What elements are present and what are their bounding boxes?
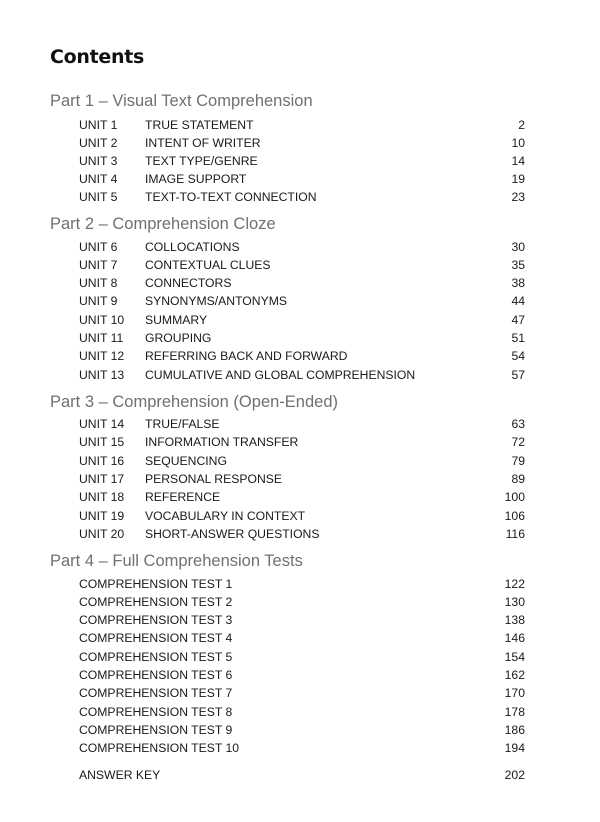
toc-entry-unit-5[interactable]: [79, 190, 525, 208]
unit-title: IMAGE SUPPORT: [145, 172, 247, 186]
unit-label: UNIT 16: [79, 454, 125, 468]
page-number: 130: [504, 595, 525, 609]
toc-entry-unit-3[interactable]: [79, 154, 525, 172]
toc-entry-test-1[interactable]: [79, 577, 525, 595]
page-number: 100: [504, 490, 525, 504]
test-title: COMPREHENSION TEST 6: [79, 668, 233, 682]
unit-label: UNIT 7: [79, 258, 118, 272]
unit-title: GROUPING: [145, 331, 212, 345]
toc-entry-unit-12[interactable]: [79, 349, 525, 367]
unit-title: SHORT-ANSWER QUESTIONS: [145, 527, 320, 541]
test-title: COMPREHENSION TEST 5: [79, 650, 233, 664]
page-number: 19: [511, 172, 525, 186]
unit-title: SYNONYMS/ANTONYMS: [145, 294, 287, 308]
unit-title: REFERENCE: [145, 490, 221, 504]
unit-title: TRUE/FALSE: [145, 417, 220, 431]
unit-title: TEXT TYPE/GENRE: [145, 154, 258, 168]
toc-entry-test-8[interactable]: [79, 705, 525, 723]
toc-entry-test-2[interactable]: [79, 595, 525, 613]
part-heading-3: Part 3 – Comprehension (Open-Ended): [50, 393, 338, 411]
toc-entry-unit-2[interactable]: [79, 136, 525, 154]
page-number: 89: [511, 472, 525, 486]
unit-label: UNIT 13: [79, 368, 125, 382]
page-number: 51: [511, 331, 525, 345]
page-number: 38: [511, 276, 525, 290]
page-number: 186: [504, 723, 525, 737]
toc-entry-test-6[interactable]: [79, 668, 525, 686]
unit-label: UNIT 19: [79, 509, 125, 523]
unit-title: CONTEXTUAL CLUES: [145, 258, 271, 272]
toc-entry-unit-20[interactable]: [79, 527, 525, 545]
page-number: 116: [505, 527, 525, 541]
toc-entry-unit-18[interactable]: [79, 490, 525, 508]
toc-entry-unit-13[interactable]: [79, 368, 525, 386]
unit-title: SEQUENCING: [145, 454, 227, 468]
unit-label: UNIT 20: [79, 527, 125, 541]
toc-entry-test-9[interactable]: [79, 723, 525, 741]
toc-entry-test-10[interactable]: [79, 741, 525, 759]
unit-label: UNIT 3: [79, 154, 118, 168]
page-number: 10: [511, 136, 525, 150]
unit-label: UNIT 18: [79, 490, 125, 504]
unit-label: UNIT 1: [79, 118, 118, 132]
page-number: 63: [511, 417, 525, 431]
test-title: COMPREHENSION TEST 4: [79, 631, 233, 645]
unit-title: INTENT OF WRITER: [145, 136, 261, 150]
toc-entry-unit-10[interactable]: [79, 313, 525, 331]
page-title: Contents: [50, 46, 145, 68]
page-number: 57: [511, 368, 525, 382]
page-number: 146: [504, 631, 525, 645]
toc-entry-answer-key[interactable]: [79, 768, 525, 786]
part-heading-4: Part 4 – Full Comprehension Tests: [50, 552, 303, 570]
test-title: COMPREHENSION TEST 2: [79, 595, 233, 609]
unit-label: UNIT 10: [79, 313, 125, 327]
page-number: 138: [504, 613, 525, 627]
toc-entry-unit-17[interactable]: [79, 472, 525, 490]
answer-key-title: ANSWER KEY: [79, 768, 161, 782]
part-heading-1: Part 1 – Visual Text Comprehension: [50, 92, 313, 110]
toc-entry-unit-7[interactable]: [79, 258, 525, 276]
test-title: COMPREHENSION TEST 10: [79, 741, 240, 755]
page-number: 178: [504, 705, 525, 719]
part-heading-2: Part 2 – Comprehension Cloze: [50, 215, 276, 233]
test-title: COMPREHENSION TEST 1: [79, 577, 233, 591]
unit-title: COLLOCATIONS: [145, 240, 240, 254]
test-title: COMPREHENSION TEST 9: [79, 723, 233, 737]
page-number: 30: [511, 240, 525, 254]
toc-entry-unit-19[interactable]: [79, 509, 525, 527]
unit-label: UNIT 11: [79, 331, 124, 345]
toc-entry-test-4[interactable]: [79, 631, 525, 649]
toc-entry-test-3[interactable]: [79, 613, 525, 631]
page-number: 2: [518, 118, 525, 132]
unit-label: UNIT 2: [79, 136, 118, 150]
unit-label: UNIT 5: [79, 190, 118, 204]
toc-entry-unit-4[interactable]: [79, 172, 525, 190]
page-number: 72: [511, 435, 525, 449]
toc-entry-unit-14[interactable]: [79, 417, 525, 435]
page-number: 79: [511, 454, 525, 468]
unit-title: INFORMATION TRANSFER: [145, 435, 299, 449]
toc-entry-test-5[interactable]: [79, 650, 525, 668]
page-number: 44: [511, 294, 525, 308]
unit-label: UNIT 8: [79, 276, 118, 290]
toc-entry-unit-6[interactable]: [79, 240, 525, 258]
unit-label: UNIT 12: [79, 349, 125, 363]
unit-title: REFERRING BACK AND FORWARD: [145, 349, 348, 363]
unit-title: TRUE STATEMENT: [145, 118, 254, 132]
toc-entry-unit-9[interactable]: [79, 294, 525, 312]
unit-label: UNIT 9: [79, 294, 118, 308]
page-number: 202: [504, 768, 525, 782]
page-number: 194: [504, 741, 525, 755]
page-number: 54: [511, 349, 525, 363]
unit-title: CUMULATIVE AND GLOBAL COMPREHENSION: [145, 368, 416, 382]
page-number: 122: [504, 577, 525, 591]
page-number: 23: [511, 190, 525, 204]
unit-title: CONNECTORS: [145, 276, 232, 290]
test-title: COMPREHENSION TEST 8: [79, 705, 233, 719]
unit-title: SUMMARY: [145, 313, 208, 327]
toc-entry-unit-15[interactable]: [79, 435, 525, 453]
page-number: 154: [504, 650, 525, 664]
toc-entry-test-7[interactable]: [79, 686, 525, 704]
unit-label: UNIT 4: [79, 172, 118, 186]
unit-title: TEXT-TO-TEXT CONNECTION: [145, 190, 317, 204]
unit-title: VOCABULARY IN CONTEXT: [145, 509, 306, 523]
page-number: 106: [504, 509, 525, 523]
toc-entry-unit-11[interactable]: [79, 331, 525, 349]
page-number: 162: [504, 668, 525, 682]
toc-entry-unit-8[interactable]: [79, 276, 525, 294]
page-number: 47: [511, 313, 525, 327]
page-number: 170: [504, 686, 525, 700]
test-title: COMPREHENSION TEST 7: [79, 686, 233, 700]
unit-label: UNIT 17: [79, 472, 125, 486]
unit-label: UNIT 15: [79, 435, 125, 449]
toc-entry-unit-16[interactable]: [79, 454, 525, 472]
toc-entry-unit-1[interactable]: [79, 118, 525, 136]
unit-title: PERSONAL RESPONSE: [145, 472, 283, 486]
unit-label: UNIT 14: [79, 417, 125, 431]
test-title: COMPREHENSION TEST 3: [79, 613, 233, 627]
unit-label: UNIT 6: [79, 240, 118, 254]
page-number: 35: [511, 258, 525, 272]
page-number: 14: [511, 154, 525, 168]
